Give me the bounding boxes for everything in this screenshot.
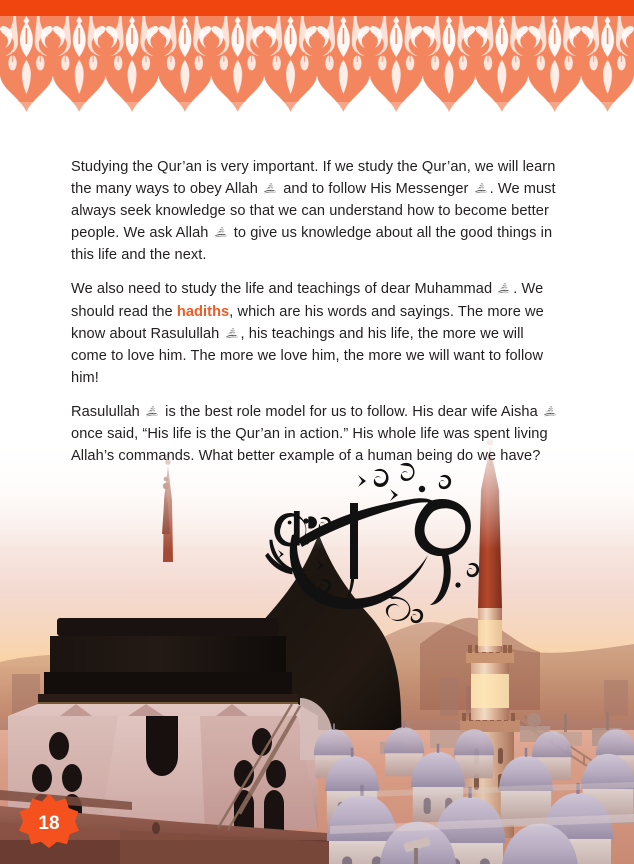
sallallahu-alayhi-wasallam-icon [474, 182, 489, 195]
page-number-label: 18 [38, 812, 60, 834]
paragraph-3: Rasulullah is the best role model for us to follow. His dear wife Aisha once said, “His life is the Qur’an in action.” His whole life was spent living Allah’s commands. What better example of a human being do we have? [71, 401, 563, 467]
highlighted-term: hadiths [176, 303, 230, 320]
paragraph-2: We also need to study the life and teachings of dear Muhammad . We should read the hadiths, which are his words and sayings. The more we know about Rasulullah , his teachings and his life, the more we will come to love him. The more we love him, the more we will want to follow him! [71, 281, 544, 386]
paragraph-1: Studying the Qur’an is very important. If we study the Qur’an, we will learn the many ways to obey Allah and to follow His Messenger . We must always seek knowledge so that we can understand how to become better people. We ask Allah to give us knowledge about all the good things in this life and the next. [71, 159, 556, 264]
muhammad-calligraphy-icon [262, 455, 502, 635]
sallallahu-alayhi-wasallam-icon [145, 405, 160, 418]
jalla-jalaluhu-icon [214, 226, 229, 239]
jalla-jalaluhu-icon [263, 182, 278, 195]
page-number-star [19, 794, 79, 854]
page-header-ornament-band [0, 0, 634, 112]
radiyallahu-anha-icon [543, 405, 558, 418]
sallallahu-alayhi-wasallam-icon [225, 327, 240, 340]
islamic-arabesque-border-icon [0, 16, 634, 112]
sallallahu-alayhi-wasallam-icon [497, 282, 512, 295]
body-text-column [71, 156, 563, 467]
